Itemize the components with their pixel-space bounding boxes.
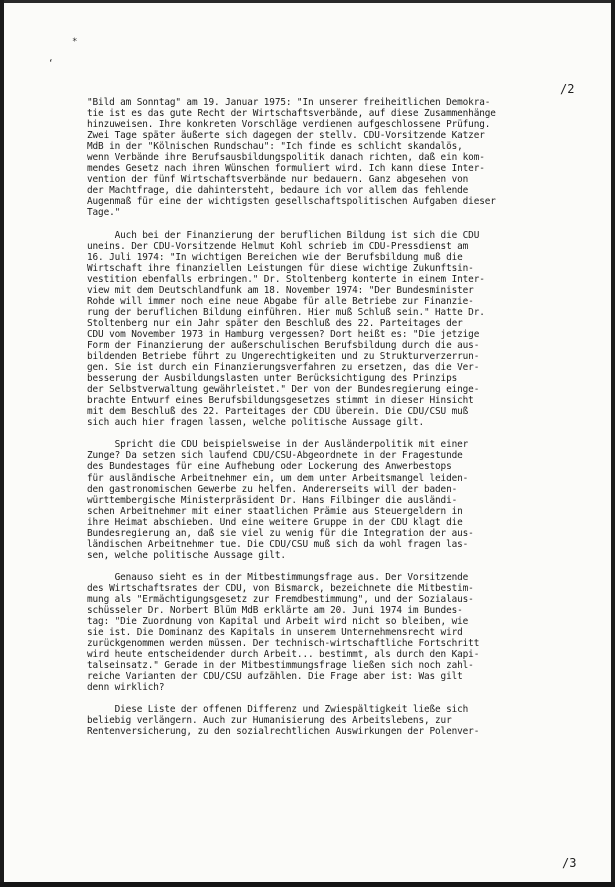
text-line: talseinsatz." Gerade in der Mitbestimmungsfrage ließen sich noch zahl- [87,660,474,672]
text-line: Wirtschaft ihre finanziellen Leistungen für diese wichtige Zukunftsin- [87,262,474,274]
text-line: 16. Juli 1974: "In wichtigen Bereichen wie der Berufsbildung muß die [87,251,463,263]
text-line: mendes Gesetz nach ihren Wünschen formuliert wird. Ich kann diese Inter- [87,163,485,175]
text-line: wenn Verbände ihre Berufsausbildungspolitik danach richten, daß ein kom- [87,152,485,164]
text-line: ländischen Arbeitnehmer tue. Die CDU/CSU muß sich da wohl fragen las- [87,538,469,550]
text-line: MdB in der "Kölnischen Rundschau": "Ich finde es schlicht skandalös, [87,141,463,153]
text-line: "Bild am Sonntag" am 19. Januar 1975: "In unserer freiheitlichen Demokra- [87,97,491,108]
paragraph-gap [87,219,575,230]
text-line: des Wirtschaftsrates der CDU, von Bismarck, bezeichnete die Mitbestim- [87,582,474,594]
text-line: wird heute entscheidender durch Arbeit... bestimmt, als durch den Kapi- [87,649,480,661]
paragraph [87,572,575,694]
text-line: CDU vom November 1973 in Hamburg vergessen? Dort heißt es: "Die jetzige [87,328,480,340]
text-line: Stoltenberg nur ein Jahr später den Beschluß des 22. Parteitages der [87,317,463,329]
text-line: bildenden Betriebe führt zu Ungerechtigkeiten und zu Strukturverzerrun- [87,351,480,363]
body-text [87,97,575,738]
text-line: Form der Finanzierung der außerschulischen Berufsbildung durch die aus- [87,339,480,351]
text-line: reiche Varianten der CDU/CSU aufzählen. Die Frage aber ist: Was gilt [87,671,463,683]
page-number-bottom: /3 [562,856,577,870]
scan-speck-mark: ‘ [48,59,54,69]
text-line: schen Arbeitnehmer mit einer staatlichen Prämie aus Steuergeldern in [87,505,463,517]
text-line: besserung der Ausbildungslasten unter Berücksichtigung des Prinzips [87,373,458,385]
paragraph-gap [87,428,575,439]
text-line: ihre Heimat abschieben. Und eine weitere Gruppe in der CDU klagt die [87,516,463,528]
text-line: württembergische Ministerpräsident Dr. Hans Filbinger die ausländi- [87,494,458,506]
text-line: sen, welche politische Aussage gilt. [87,549,286,561]
text-line: sie ist. Die Dominanz des Kapitals in unserem Unternehmensrecht wird [87,627,463,639]
text-line: Genauso sieht es in der Mitbestimmungsfrage aus. Der Vorsitzende [87,571,469,583]
text-line: Auch bei der Finanzierung der beruflichen Bildung ist sich die CDU [87,229,480,241]
text-line: gen. Sie ist durch ein Finanzierungsverfahren zu ersetzen, das die Ver- [87,362,480,374]
text-line: Zunge? Da setzen sich laufend CDU/CSU-Abgeordnete in der Fragestunde [87,450,463,462]
scan-border-right [611,0,615,887]
paragraph [87,704,575,737]
text-line: Rohde will immer noch eine neue Abgabe für alle Betriebe zur Finanzie- [87,295,474,307]
text-line: rung der beruflichen Bildung einführen. Hier muß Schluß sein." Hatte Dr. [87,306,485,318]
paragraph-gap [87,693,575,704]
text-line: hinzuweisen. Ihre konkreten Vorschläge verdienen aufgeschlossene Prüfung. [87,119,491,131]
text-line: tag: "Die Zuordnung von Kapital und Arbeit wird nicht so bleiben, wie [87,616,469,628]
text-line: zurückgenommen werden müssen. Der technisch-wirtschaftliche Fortschritt [87,638,480,650]
text-line: tie ist es das gute Recht der Wirtschaftsverbände, auf diese Zusammenhänge [87,108,496,120]
text-line: vestition ebenfalls erbringen." Dr. Stoltenberg konterte in einem Inter- [87,273,485,285]
text-line: der Machtfrage, die dahintersteht, bedaure ich vor allem das fehlende [87,185,469,197]
paragraph [87,97,575,219]
text-line: schüsseler Dr. Norbert Blüm MdB erklärte am 20. Juni 1974 im Bundes- [87,605,463,617]
text-line: denn wirklich? [87,682,165,694]
paragraph-gap [87,561,575,572]
text-line: sich auch hier fragen lassen, welche politische Aussage gilt. [87,417,424,429]
text-line: Tage." [87,207,121,219]
scan-border-left [0,0,4,887]
text-line: Rentenversicherung, zu den sozialrechtlichen Auswirkungen der Polenver- [87,726,480,738]
text-line: view mit dem Deutschlandfunk am 18. November 1974: "Der Bundesminister [87,284,474,296]
text-line: Spricht die CDU beispielsweise in der Ausländerpolitik mit einer [87,439,469,451]
scan-border-top [0,0,615,3]
text-line: beliebig verlängern. Auch zur Humanisierung des Arbeitslebens, zur [87,715,452,727]
text-line: brachte Entwurf eines Berufsbildungsgesetzes stimmt in dieser Hinsicht [87,395,474,407]
text-line: Augenmaß für eine der wichtigsten gesellschaftspolitischen Aufgaben dieser [87,196,496,208]
text-line: des Bundestages für eine Aufhebung oder Lockerung des Anwerbestops [87,461,452,473]
scan-speck-mark: * [72,37,78,47]
text-line: vention der fünf Wirtschaftsverbände nur bedauern. Ganz abgesehen von [87,174,469,186]
text-line: den gastronomischen Gewerbe zu helfen. Andererseits will der baden- [87,483,458,495]
text-line: mit dem Beschluß des 22. Parteitages der CDU überein. Die CDU/CSU muß [87,406,469,418]
text-line: für ausländische Arbeitnehmer ein, um dem unter Arbeitsmangel leiden- [87,472,469,484]
text-line: uneins. Der CDU-Vorsitzende Helmut Kohl schrieb im CDU-Pressdienst am [87,240,469,252]
paragraph [87,230,575,429]
text-line: Zwei Tage später äußerte sich dagegen der stellv. CDU-Vorsitzende Katzer [87,130,485,142]
text-line: der Selbstverwaltung gewährleistet." Der von der Bundesregierung einge- [87,384,480,396]
page-number-top: /2 [560,82,575,96]
paragraph [87,439,575,561]
text-line: Diese Liste der offenen Differenz und Zwiespältigkeit ließe sich [87,704,469,716]
text-line: mung als "Ermächtigungsgesetz zur Fremdbestimmung", und der Sozialaus- [87,593,474,605]
scan-border-bottom [0,882,615,887]
text-line: Bundesregierung an, daß sie viel zu wenig für die Integration der aus- [87,527,474,539]
